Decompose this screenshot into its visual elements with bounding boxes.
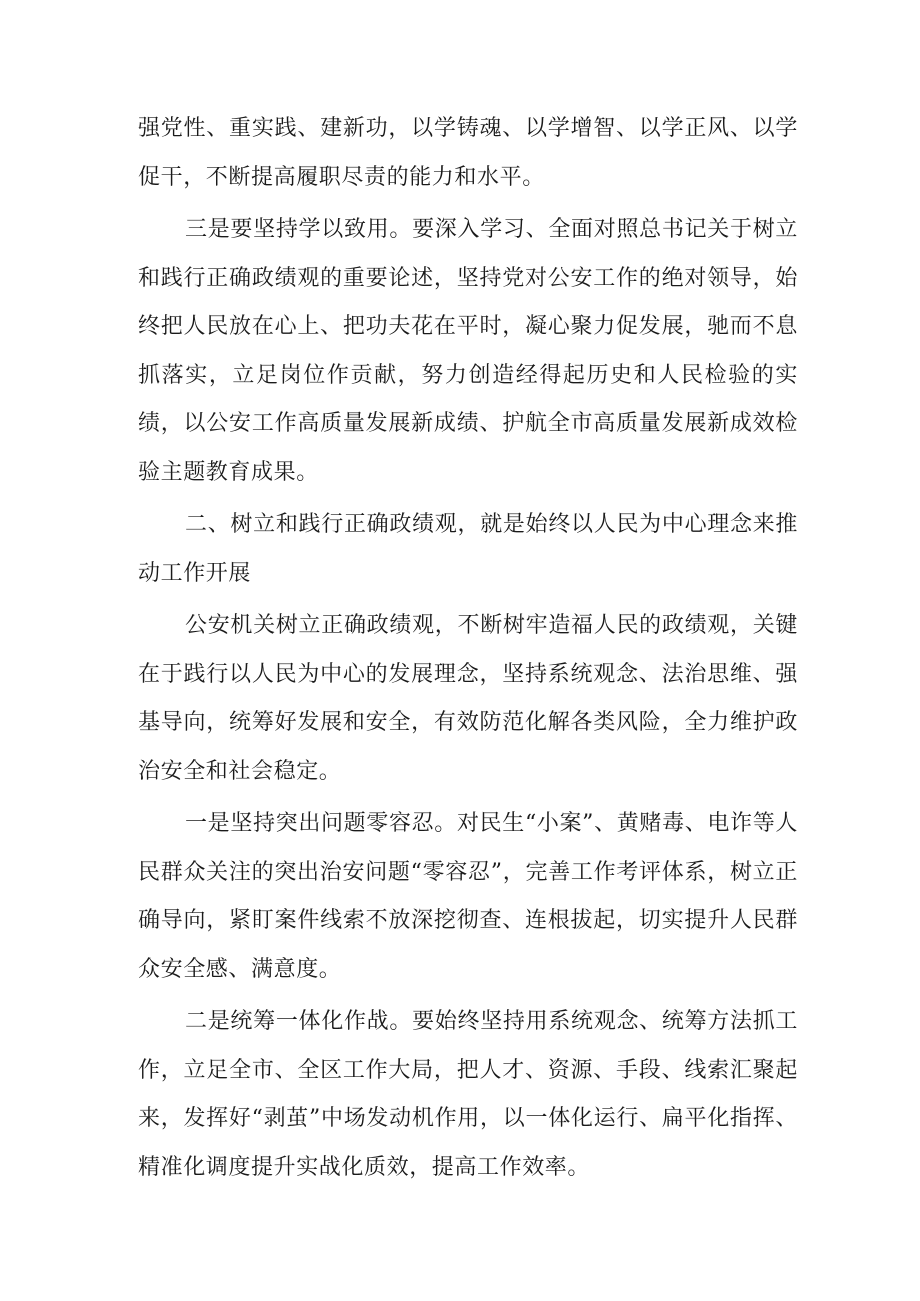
paragraph-second-point: 二是统筹一体化作战。要始终坚持用系统观念、统筹方法抓工作，立足全市、全区工作大局，把人才、资源、手段、线索汇聚起来，发挥好“剥茧”中场发动机作用，以一体化运行、扁平化指挥、精准化调度提升实战化质效，提高工作效率。 <box>138 1009 798 1180</box>
paragraph-section-intro: 公安机关树立正确政绩观，不断树牢造福人民的政绩观，关键在于践行以人民为中心的发展理念，坚持系统观念、法治思维、强基导向，统筹好发展和安全，有效防范化解各类风险，全力维护政治安全和社会稳定。 <box>138 613 798 784</box>
section-heading-two: 二、树立和践行正确政绩观，就是始终以人民为中心理念来推动工作开展 <box>138 512 798 586</box>
paragraph-continuation: 强党性、重实践、建新功，以学铸魂、以学增智、以学正风、以学促干，不断提高履职尽责的能力和水平。 <box>138 116 798 190</box>
paragraph-third-point: 三是要坚持学以致用。要深入学习、全面对照总书记关于树立和践行正确政绩观的重要论述，坚持党对公安工作的绝对领导，始终把人民放在心上、把功夫花在平时，凝心聚力促发展，驰而不息抓落实，立足岗位作贡献，努力创造经得起历史和人民检验的实绩，以公安工作高质量发展新成绩、护航全市高质量发展新成效检验主题教育成果。 <box>138 217 798 485</box>
document-body <box>138 105 798 1196</box>
paragraph-first-point: 一是坚持突出问题零容忍。对民生“小案”、黄赌毒、电诈等人民群众关注的突出治安问题“零容忍”，完善工作考评体系，树立正确导向，紧盯案件线索不放深挖彻查、连根拔起，切实提升人民群众安全感、满意度。 <box>138 811 798 982</box>
